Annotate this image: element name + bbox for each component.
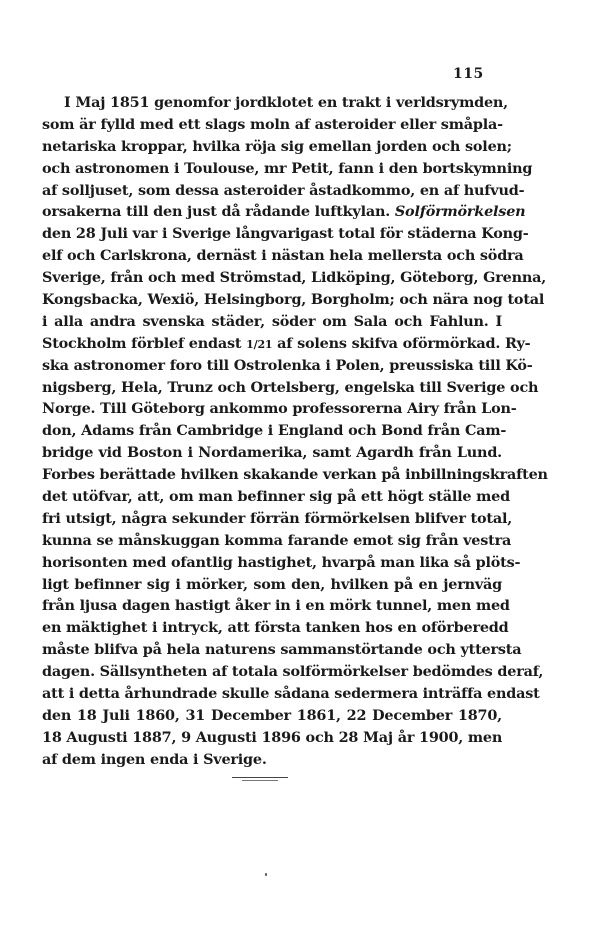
text-segment: orsakerna till den just då rådande luftkylan. (42, 203, 391, 221)
end-rule-divider (232, 777, 288, 778)
text-line: bridge vid Boston i Nordamerika, samt Agardh från Lund. (42, 444, 502, 462)
page-number: 115 (453, 66, 484, 82)
text-line-mixed (42, 201, 526, 223)
text-line: ska astronomer foro till Ostrolenka i Polen, preussiska till Kö- (42, 356, 533, 374)
text-line: Forbes berättade hvilken skakande verkan på inbillningskraften (42, 466, 548, 484)
fraction: 1/21 (246, 337, 273, 351)
text-line: Sverige, från och med Strömstad, Lidköping, Göteborg, Grenna, (42, 269, 547, 287)
text-line: det utöfvar, att, om man befinner sig på ett högt ställe med (42, 488, 510, 506)
text-line-mixed (42, 333, 531, 355)
text-line: ligt befinner sig i mörker, som den, hvilken på en jernväg (42, 575, 502, 593)
text-line: 18 Augusti 1887, 9 Augusti 1896 och 28 Maj år 1900, men (42, 728, 503, 746)
text-line: den 28 Juli var i Sverige långvarigast total för städerna Kong- (42, 225, 529, 243)
text-line: I Maj 1851 genomfor jordklotet en trakt i verldsrymden, (64, 94, 508, 111)
text-line: Norge. Till Göteborg ankommo professorerna Airy från Lon- (42, 400, 517, 418)
text-line: Kongsbacka, Wexiö, Helsingborg, Borgholm; och nära nog total (42, 291, 545, 309)
text-line: måste blifva på hela naturens sammanstörtande och yttersta (42, 641, 522, 659)
text-line: från ljusa dagen hastigt åker in i en mörk tunnel, men med (42, 597, 510, 615)
text-line: netariska kroppar, hvilka röja sig emellan jorden och solen; (42, 137, 512, 155)
text-line: af solljuset, som dessa asteroider åstadkommo, en af hufvud- (42, 181, 525, 199)
text-line: don, Adams från Cambridge i England och Bond från Cam- (42, 422, 507, 440)
text-line: den 18 Juli 1860, 31 December 1861, 22 December 1870, (42, 706, 502, 724)
text-segment: af solens skifva oförmörkad. Ry- (277, 334, 531, 352)
text-line: i alla andra svenska städer, söder om Sala och Fahlun. I (42, 312, 502, 330)
text-line-last: af dem ingen enda i Sverige. (42, 750, 267, 768)
text-line: dagen. Sällsyntheten af totala solförmörkelser bedömdes deraf, (42, 663, 544, 681)
text-line: kunna se månskuggan komma farande emot sig från vestra (42, 531, 512, 549)
text-line: att i detta århundrade skulle sådana sedermera inträffa endast (42, 685, 540, 703)
text-line: nigsberg, Hela, Trunz och Ortelsberg, engelska till Sverige och (42, 378, 539, 396)
text-line: elf och Carlskrona, dernäst i nästan hela mellersta och södra (42, 247, 524, 265)
text-segment: Stockholm förblef endast (42, 334, 242, 352)
text-line: horisonten med ofantlig hastighet, hvarpå man lika så plöts- (42, 553, 521, 571)
text-line: fri utsigt, några sekunder förrän förmörkelsen blifver total, (42, 509, 513, 527)
text-line: en mäktighet i intryck, att första tanken hos en oförberedd (42, 619, 509, 637)
body-text (42, 92, 548, 771)
text-line: och astronomen i Toulouse, mr Petit, fann i den bortskymning (42, 159, 533, 177)
section-heading-italic: Solförmörkelsen (394, 203, 526, 221)
text-line: som är fylld med ett slags moln af asteroider eller småpla- (42, 115, 503, 133)
print-speck (265, 873, 267, 876)
